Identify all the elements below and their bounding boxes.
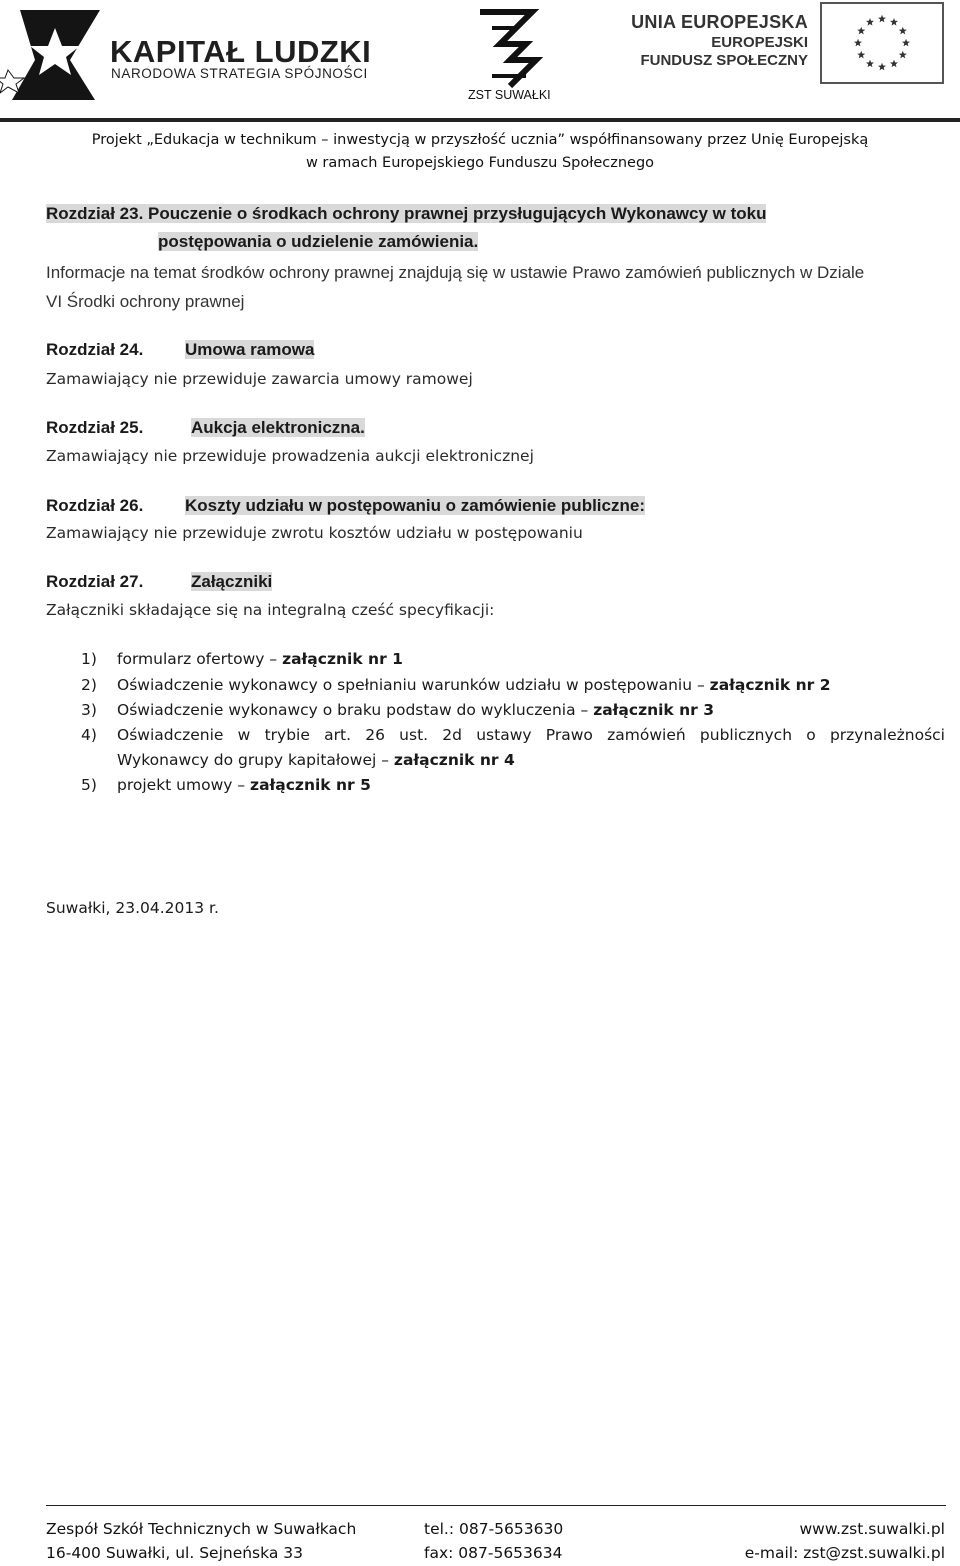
kapital-ludzki-title: KAPITAŁ LUDZKI (110, 34, 372, 69)
eu-line3: FUNDUSZ SPOŁECZNY (640, 51, 808, 69)
list-item-number: 1) (81, 650, 97, 668)
footer-divider (46, 1505, 946, 1506)
chapter-25-label: Rozdział 25. (46, 418, 144, 437)
eu-star-icon (902, 39, 910, 47)
footer-address: 16-400 Suwałki, ul. Sejneńska 33 (46, 1544, 303, 1562)
eu-star-icon (899, 51, 907, 59)
footer-tel: tel.: 087-5653630 (424, 1520, 564, 1538)
chapter-27-text: Załączniki składające się na integralną cześć specyfikacji: (46, 601, 495, 619)
zst-emblem-icon (470, 6, 550, 90)
project-line-1: Projekt „Edukacja w technikum – inwestycją w przyszłość ucznia” współfinansowany przez Unię Europejską (91, 132, 869, 148)
chapter-23-heading (46, 204, 766, 224)
eu-star-icon (866, 18, 874, 26)
chapter-24-text: Zamawiający nie przewiduje zawarcia umowy ramowej (46, 370, 473, 388)
zst-logo (470, 6, 550, 90)
header-divider (0, 118, 960, 122)
chapter-24-title-wrap (185, 340, 314, 360)
attachment-ref: załącznik nr 4 (393, 751, 515, 769)
eu-line2: EUROPEJSKI (711, 33, 808, 51)
attachment-ref: załącznik nr 5 (250, 776, 371, 794)
list-item (0, 726, 960, 772)
chapter-26-text: Zamawiający nie przewiduje zwrotu kosztów udziału w postępowaniu (46, 524, 583, 542)
list-item (0, 701, 960, 721)
list-item-text: formularz ofertowy – załącznik nr 1 (117, 650, 403, 668)
kapital-ludzki-star-icon (0, 0, 110, 118)
eu-star-icon (857, 51, 865, 59)
list-item-number: 3) (81, 701, 97, 719)
list-item (0, 676, 960, 696)
chapter-25-text: Zamawiający nie przewiduje prowadzenia aukcji elektronicznej (46, 447, 534, 465)
chapter-23-heading-cont (158, 232, 478, 252)
chapter-25-title-wrap (191, 418, 365, 438)
list-item-text: Oświadczenie wykonawcy o spełnianiu warunków udziału w postępowaniu – załącznik nr 2 (117, 676, 831, 694)
eu-star-icon (866, 60, 874, 68)
chapter-25-title: Aukcja elektroniczna. (191, 418, 365, 437)
attachment-ref: załącznik nr 3 (593, 701, 715, 719)
list-item-text: Wykonawcy do grupy kapitałowej – załącznik nr 4 (117, 751, 515, 769)
list-item-number: 2) (81, 676, 97, 694)
chapter-23-heading-line1: Rozdział 23. Pouczenie o środkach ochrony prawnej przysługujących Wykonawcy w toku (46, 204, 767, 223)
eu-star-icon (890, 60, 898, 68)
eu-star-icon (878, 63, 886, 71)
list-item-text-line1: Oświadczenie w trybie art. 26 ust. 2d ustawy Prawo zamówień publicznych o przynależności (117, 726, 945, 744)
list-item (0, 776, 960, 796)
footer-www[interactable]: www.zst.suwalki.pl (799, 1520, 945, 1538)
eu-flag-icon (820, 2, 944, 84)
footer-school: Zespół Szkół Technicznych w Suwałkach (46, 1520, 357, 1538)
attachment-ref: załącznik nr 2 (709, 676, 831, 694)
chapter-24-title: Umowa ramowa (185, 340, 315, 359)
chapter-27-label: Rozdział 27. (46, 572, 144, 591)
eu-star-icon (878, 15, 886, 23)
chapter-23-text-line2: VI Środki ochrony prawnej (46, 292, 245, 311)
chapter-27-title: Załączniki (191, 572, 273, 591)
chapter-26-title-wrap (185, 496, 645, 516)
footer-email[interactable]: e-mail: zst@zst.suwalki.pl (744, 1544, 945, 1562)
chapter-24-label: Rozdział 24. (46, 340, 144, 359)
eu-star-icon (857, 27, 865, 35)
list-item-text: projekt umowy – załącznik nr 5 (117, 776, 371, 794)
list-item-number: 5) (81, 776, 97, 794)
chapter-23-text-line1: Informacje na temat środków ochrony prawnej znajdują się w ustawie Prawo zamówień publicznych w Dziale (46, 263, 865, 282)
eu-logo-text (631, 12, 808, 70)
chapter-26-title: Koszty udziału w postępowaniu o zamówienie publiczne: (185, 496, 645, 515)
kapital-ludzki-subtitle: NARODOWA STRATEGIA SPÓJNOŚCI (111, 66, 368, 81)
chapter-27-title-wrap (191, 572, 272, 592)
chapter-23-heading-line2: postępowania o udzielenie zamówienia. (158, 232, 479, 251)
list-item (0, 650, 960, 670)
eu-star-icon (854, 39, 862, 47)
list-item-number: 4) (81, 726, 97, 744)
project-line-2: w ramach Europejskiego Funduszu Społecznego (305, 155, 655, 171)
eu-star-icon (890, 18, 898, 26)
eu-star-icon (899, 27, 907, 35)
list-item-text: Oświadczenie wykonawcy o braku podstaw do wykluczenia – załącznik nr 3 (117, 701, 715, 719)
chapter-26-label: Rozdział 26. (46, 496, 144, 515)
zst-caption: ZST SUWAŁKI (468, 88, 551, 102)
place-date: Suwałki, 23.04.2013 r. (46, 899, 219, 917)
attachment-ref: załącznik nr 1 (282, 650, 403, 668)
eu-line1: UNIA EUROPEJSKA (631, 12, 808, 32)
footer-fax: fax: 087-5653634 (424, 1544, 563, 1562)
